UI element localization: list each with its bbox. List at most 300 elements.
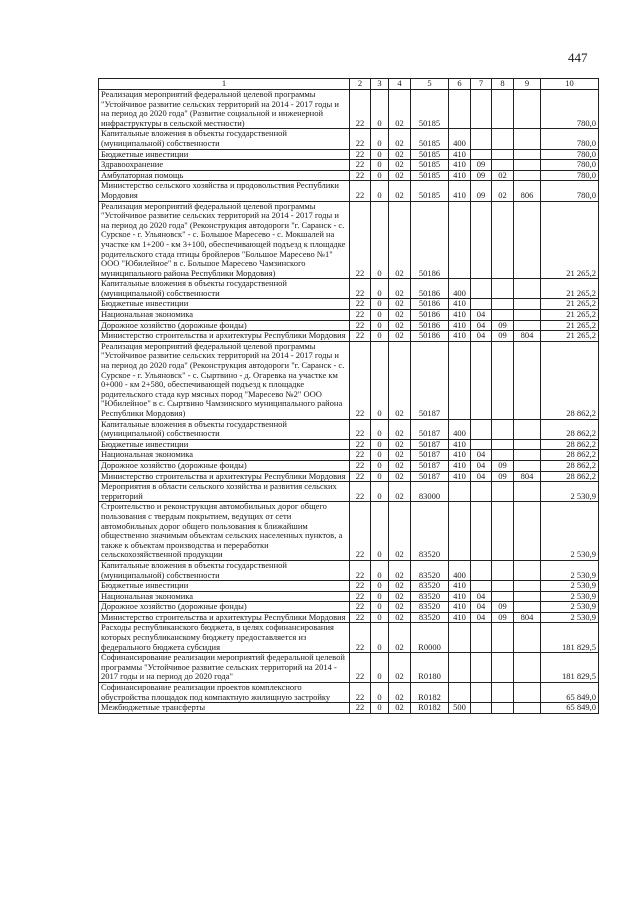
row-name: Министерство строительства и архитектуры Республики Мордовия [99, 471, 350, 482]
program-code: 02 [389, 331, 411, 342]
ministry-code [514, 450, 541, 461]
program-code: 02 [389, 450, 411, 461]
section-code: 22 [350, 439, 371, 450]
row-name: Дорожное хозяйство (дорожные фонды) [99, 602, 350, 613]
ministry-code [514, 653, 541, 683]
section-code: 22 [350, 331, 371, 342]
amount: 780,0 [541, 129, 599, 149]
target-code: R0182 [411, 683, 449, 703]
chapter-code: 09 [471, 181, 492, 201]
program-code: 02 [389, 560, 411, 580]
ministry-code: 806 [514, 181, 541, 201]
chapter-code: 04 [471, 471, 492, 482]
column-header: 9 [514, 79, 541, 90]
subsection-code: 0 [371, 419, 389, 439]
expense-type [449, 90, 471, 129]
ministry-code [514, 279, 541, 299]
program-code: 02 [389, 502, 411, 561]
section-code: 22 [350, 591, 371, 602]
row-name: Здравоохранение [99, 160, 350, 171]
chapter-code [471, 201, 492, 279]
ministry-code [514, 160, 541, 171]
subsection-code: 0 [371, 320, 389, 331]
column-header: 2 [350, 79, 371, 90]
row-name: Софинансирование реализации проектов комплексного обустройства площадок под компактную жилищную застройку [99, 683, 350, 703]
table-row [99, 653, 599, 683]
row-name: Министерство строительства и архитектуры Республики Мордовия [99, 612, 350, 623]
table-row [99, 331, 599, 342]
row-name: Реализация мероприятий федеральной целевой программы "Устойчивое развитие сельских территорий на 2014 - 2017 годы и на период до 2020 года" (Реконструкция автодороги "г. Саранск - с. Сурское - г. Ульяновск" - с. Сыртвино - д. Огаревка на участке км 0+000 - км 2+580, обеспечивающей подъезд к площадке родительского стада кур мясных пород "Маресево №2" ООО "Юбилейное" в с. Сыртвино Чамзинского муниципального района Республики Мордовия) [99, 341, 350, 419]
ministry-code [514, 299, 541, 310]
expense-type [449, 683, 471, 703]
budget-table-body [99, 79, 599, 714]
amount: 21 265,2 [541, 299, 599, 310]
amount: 2 530,9 [541, 482, 599, 502]
section-code: 22 [350, 460, 371, 471]
amount: 181 829,5 [541, 653, 599, 683]
table-row [99, 703, 599, 714]
section-code: 22 [350, 310, 371, 321]
chapter-code [471, 129, 492, 149]
expense-type: 410 [449, 149, 471, 160]
subsection-code: 0 [371, 683, 389, 703]
subsection-code: 0 [371, 591, 389, 602]
subsection-code: 0 [371, 653, 389, 683]
section-code: 22 [350, 602, 371, 613]
chapter-code [471, 341, 492, 419]
expense-type [449, 201, 471, 279]
expense-type: 410 [449, 299, 471, 310]
table-row [99, 502, 599, 561]
section-code: 22 [350, 299, 371, 310]
amount: 28 862,2 [541, 439, 599, 450]
chapter-code: 04 [471, 450, 492, 461]
target-code: 50187 [411, 439, 449, 450]
target-code: R0000 [411, 623, 449, 653]
expense-type: 410 [449, 450, 471, 461]
chapter-code [471, 419, 492, 439]
subsection-code: 0 [371, 341, 389, 419]
section-code: 22 [350, 683, 371, 703]
amount: 65 849,0 [541, 683, 599, 703]
target-code: 50185 [411, 149, 449, 160]
table-row [99, 160, 599, 171]
table-row [99, 149, 599, 160]
section-code: 22 [350, 623, 371, 653]
section-code: 22 [350, 653, 371, 683]
row-name: Мероприятия в области сельского хозяйства и развития сельских территорий [99, 482, 350, 502]
subchapter-code [492, 683, 514, 703]
row-name: Национальная экономика [99, 310, 350, 321]
ministry-code [514, 602, 541, 613]
row-name: Бюджетные инвестиции [99, 149, 350, 160]
row-name: Капитальные вложения в объекты государственной (муниципальной) собственности [99, 419, 350, 439]
expense-type: 410 [449, 471, 471, 482]
table-row [99, 201, 599, 279]
target-code: 83520 [411, 612, 449, 623]
subsection-code: 0 [371, 299, 389, 310]
column-header: 3 [371, 79, 389, 90]
amount: 2 530,9 [541, 591, 599, 602]
chapter-code: 04 [471, 602, 492, 613]
subchapter-code [492, 439, 514, 450]
subchapter-code: 09 [492, 460, 514, 471]
ministry-code [514, 170, 541, 181]
section-code: 22 [350, 450, 371, 461]
expense-type [449, 623, 471, 653]
chapter-code [471, 581, 492, 592]
table-row [99, 129, 599, 149]
chapter-code [471, 653, 492, 683]
ministry-code [514, 623, 541, 653]
amount: 2 530,9 [541, 560, 599, 580]
expense-type [449, 653, 471, 683]
expense-type: 400 [449, 279, 471, 299]
section-code: 22 [350, 279, 371, 299]
expense-type: 410 [449, 320, 471, 331]
expense-type: 410 [449, 181, 471, 201]
section-code: 22 [350, 560, 371, 580]
program-code: 02 [389, 471, 411, 482]
table-header-row [99, 79, 599, 90]
table-row [99, 439, 599, 450]
column-header: 6 [449, 79, 471, 90]
chapter-code: 04 [471, 460, 492, 471]
table-row [99, 471, 599, 482]
subchapter-code [492, 129, 514, 149]
expense-type: 400 [449, 419, 471, 439]
ministry-code [514, 129, 541, 149]
ministry-code [514, 341, 541, 419]
target-code: 83520 [411, 560, 449, 580]
expense-type [449, 341, 471, 419]
ministry-code [514, 460, 541, 471]
table-row [99, 591, 599, 602]
ministry-code [514, 581, 541, 592]
chapter-code: 04 [471, 612, 492, 623]
target-code: 83000 [411, 482, 449, 502]
subchapter-code: 09 [492, 471, 514, 482]
target-code: 50187 [411, 450, 449, 461]
amount: 780,0 [541, 170, 599, 181]
program-code: 02 [389, 149, 411, 160]
subchapter-code: 09 [492, 320, 514, 331]
chapter-code: 09 [471, 160, 492, 171]
amount: 21 265,2 [541, 279, 599, 299]
row-name: Национальная экономика [99, 591, 350, 602]
amount: 21 265,2 [541, 331, 599, 342]
target-code: 83520 [411, 581, 449, 592]
program-code: 02 [389, 439, 411, 450]
program-code: 02 [389, 279, 411, 299]
row-name: Реализация мероприятий федеральной целевой программы "Устойчивое развитие сельских территорий на 2014 - 2017 годы и на период до 2020 года" (Развитие социальной и инженерной инфраструктуры в сельской местности) [99, 90, 350, 129]
amount: 28 862,2 [541, 460, 599, 471]
subchapter-code: 02 [492, 181, 514, 201]
target-code: R0180 [411, 653, 449, 683]
ministry-code [514, 683, 541, 703]
amount: 2 530,9 [541, 502, 599, 561]
subsection-code: 0 [371, 482, 389, 502]
subsection-code: 0 [371, 181, 389, 201]
expense-type: 410 [449, 160, 471, 171]
program-code: 02 [389, 683, 411, 703]
amount: 21 265,2 [541, 310, 599, 321]
row-name: Межбюджетные трансферты [99, 703, 350, 714]
section-code: 22 [350, 201, 371, 279]
expense-type: 410 [449, 439, 471, 450]
row-name: Бюджетные инвестиции [99, 581, 350, 592]
ministry-code [514, 703, 541, 714]
row-name: Министерство строительства и архитектуры Республики Мордовия [99, 331, 350, 342]
subsection-code: 0 [371, 129, 389, 149]
row-name: Амбулаторная помощь [99, 170, 350, 181]
amount: 65 849,0 [541, 703, 599, 714]
ministry-code [514, 502, 541, 561]
subsection-code: 0 [371, 170, 389, 181]
chapter-code: 04 [471, 310, 492, 321]
row-name: Дорожное хозяйство (дорожные фонды) [99, 320, 350, 331]
section-code: 22 [350, 471, 371, 482]
row-name: Капитальные вложения в объекты государственной (муниципальной) собственности [99, 560, 350, 580]
chapter-code [471, 560, 492, 580]
program-code: 02 [389, 129, 411, 149]
table-row [99, 482, 599, 502]
subsection-code: 0 [371, 612, 389, 623]
expense-type: 410 [449, 310, 471, 321]
subchapter-code [492, 581, 514, 592]
subchapter-code [492, 149, 514, 160]
section-code: 22 [350, 181, 371, 201]
subsection-code: 0 [371, 149, 389, 160]
program-code: 02 [389, 482, 411, 502]
amount: 2 530,9 [541, 612, 599, 623]
ministry-code [514, 149, 541, 160]
section-code: 22 [350, 160, 371, 171]
target-code: 50187 [411, 460, 449, 471]
row-name: Софинансирование реализации мероприятий федеральной целевой программы "Устойчивое развитие сельских территорий на 2014 - 2017 годы и на период до 2020 года" [99, 653, 350, 683]
table-row [99, 450, 599, 461]
chapter-code: 04 [471, 591, 492, 602]
subchapter-code [492, 623, 514, 653]
section-code: 22 [350, 341, 371, 419]
target-code: 50186 [411, 320, 449, 331]
amount: 28 862,2 [541, 450, 599, 461]
table-row [99, 299, 599, 310]
amount: 2 530,9 [541, 581, 599, 592]
section-code: 22 [350, 149, 371, 160]
subsection-code: 0 [371, 581, 389, 592]
row-name: Расходы республиканского бюджета, в целях софинансирования которых республиканскому бюджету предоставляется из федерального бюджета субсидия [99, 623, 350, 653]
subsection-code: 0 [371, 310, 389, 321]
table-row [99, 181, 599, 201]
ministry-code [514, 439, 541, 450]
row-name: Бюджетные инвестиции [99, 299, 350, 310]
expense-type: 410 [449, 612, 471, 623]
ministry-code [514, 320, 541, 331]
expense-type [449, 502, 471, 561]
program-code: 02 [389, 310, 411, 321]
program-code: 02 [389, 623, 411, 653]
subchapter-code [492, 419, 514, 439]
amount: 780,0 [541, 181, 599, 201]
subchapter-code [492, 591, 514, 602]
table-row [99, 623, 599, 653]
column-header: 7 [471, 79, 492, 90]
subchapter-code [492, 560, 514, 580]
subchapter-code [492, 279, 514, 299]
chapter-code [471, 299, 492, 310]
expense-type: 410 [449, 581, 471, 592]
subchapter-code: 09 [492, 612, 514, 623]
program-code: 02 [389, 160, 411, 171]
subsection-code: 0 [371, 471, 389, 482]
subsection-code: 0 [371, 331, 389, 342]
subchapter-code [492, 341, 514, 419]
subsection-code: 0 [371, 160, 389, 171]
ministry-code: 804 [514, 612, 541, 623]
target-code: 50186 [411, 201, 449, 279]
subchapter-code [492, 482, 514, 502]
subchapter-code [492, 450, 514, 461]
table-row [99, 612, 599, 623]
chapter-code [471, 279, 492, 299]
program-code: 02 [389, 299, 411, 310]
target-code: 50185 [411, 160, 449, 171]
ministry-code [514, 591, 541, 602]
target-code: 50186 [411, 331, 449, 342]
section-code: 22 [350, 320, 371, 331]
table-row [99, 602, 599, 613]
subchapter-code [492, 703, 514, 714]
row-name: Капитальные вложения в объекты государственной (муниципальной) собственности [99, 129, 350, 149]
target-code: R0182 [411, 703, 449, 714]
subsection-code: 0 [371, 90, 389, 129]
subchapter-code [492, 90, 514, 129]
section-code: 22 [350, 703, 371, 714]
chapter-code: 09 [471, 170, 492, 181]
table-row [99, 581, 599, 592]
ministry-code [514, 419, 541, 439]
subsection-code: 0 [371, 279, 389, 299]
target-code: 83520 [411, 502, 449, 561]
column-header: 10 [541, 79, 599, 90]
column-header: 1 [99, 79, 350, 90]
target-code: 50185 [411, 170, 449, 181]
amount: 28 862,2 [541, 341, 599, 419]
expense-type: 410 [449, 602, 471, 613]
chapter-code [471, 703, 492, 714]
program-code: 02 [389, 320, 411, 331]
subchapter-code: 09 [492, 602, 514, 613]
expense-type: 400 [449, 129, 471, 149]
expense-type: 500 [449, 703, 471, 714]
subsection-code: 0 [371, 439, 389, 450]
subchapter-code [492, 160, 514, 171]
chapter-code: 04 [471, 331, 492, 342]
table-row [99, 683, 599, 703]
program-code: 02 [389, 703, 411, 714]
ministry-code [514, 310, 541, 321]
table-row [99, 320, 599, 331]
ministry-code [514, 201, 541, 279]
program-code: 02 [389, 90, 411, 129]
ministry-code: 804 [514, 331, 541, 342]
amount: 28 862,2 [541, 419, 599, 439]
subchapter-code [492, 310, 514, 321]
amount: 2 530,9 [541, 602, 599, 613]
expense-type: 410 [449, 460, 471, 471]
table-row [99, 341, 599, 419]
row-name: Дорожное хозяйство (дорожные фонды) [99, 460, 350, 471]
table-row [99, 419, 599, 439]
row-name: Министерство сельского хозяйства и продовольствия Республики Мордовия [99, 181, 350, 201]
amount: 181 829,5 [541, 623, 599, 653]
section-code: 22 [350, 581, 371, 592]
program-code: 02 [389, 341, 411, 419]
ministry-code [514, 482, 541, 502]
subsection-code: 0 [371, 450, 389, 461]
section-code: 22 [350, 419, 371, 439]
row-name: Национальная экономика [99, 450, 350, 461]
section-code: 22 [350, 502, 371, 561]
amount: 780,0 [541, 149, 599, 160]
column-header: 4 [389, 79, 411, 90]
amount: 21 265,2 [541, 201, 599, 279]
chapter-code [471, 683, 492, 703]
target-code: 50187 [411, 341, 449, 419]
table-row [99, 310, 599, 321]
program-code: 02 [389, 653, 411, 683]
program-code: 02 [389, 602, 411, 613]
subsection-code: 0 [371, 623, 389, 653]
target-code: 50186 [411, 279, 449, 299]
subchapter-code [492, 201, 514, 279]
target-code: 50185 [411, 129, 449, 149]
target-code: 50186 [411, 299, 449, 310]
subsection-code: 0 [371, 703, 389, 714]
program-code: 02 [389, 170, 411, 181]
section-code: 22 [350, 170, 371, 181]
section-code: 22 [350, 129, 371, 149]
column-header: 5 [411, 79, 449, 90]
amount: 28 862,2 [541, 471, 599, 482]
amount: 780,0 [541, 160, 599, 171]
chapter-code [471, 502, 492, 561]
amount: 780,0 [541, 90, 599, 129]
subchapter-code [492, 653, 514, 683]
subchapter-code [492, 502, 514, 561]
subsection-code: 0 [371, 602, 389, 613]
program-code: 02 [389, 419, 411, 439]
row-name: Капитальные вложения в объекты государственной (муниципальной) собственности [99, 279, 350, 299]
target-code: 50187 [411, 471, 449, 482]
subchapter-code [492, 299, 514, 310]
target-code: 83520 [411, 602, 449, 613]
row-name: Бюджетные инвестиции [99, 439, 350, 450]
ministry-code [514, 560, 541, 580]
subsection-code: 0 [371, 201, 389, 279]
program-code: 02 [389, 581, 411, 592]
program-code: 02 [389, 460, 411, 471]
subsection-code: 0 [371, 502, 389, 561]
program-code: 02 [389, 201, 411, 279]
subchapter-code: 09 [492, 331, 514, 342]
section-code: 22 [350, 90, 371, 129]
chapter-code [471, 623, 492, 653]
section-code: 22 [350, 482, 371, 502]
chapter-code [471, 439, 492, 450]
row-name: Реализация мероприятий федеральной целевой программы "Устойчивое развитие сельских территорий на 2014 - 2017 годы и на период до 2020 года" (Реконструкция автодороги "г. Саранск - с. Сурское - г. Ульяновск" - с. Большое Маресево - с. Мокшалей на участке км 1+200 - км 3+100, обеспечивающей подъезд к площадке родительского стада птицы бройлеров "Большое Маресево №1" ООО "Юбилейное" в с. Большое Маресево Чамзинского муниципального района Республики Мордовия) [99, 201, 350, 279]
